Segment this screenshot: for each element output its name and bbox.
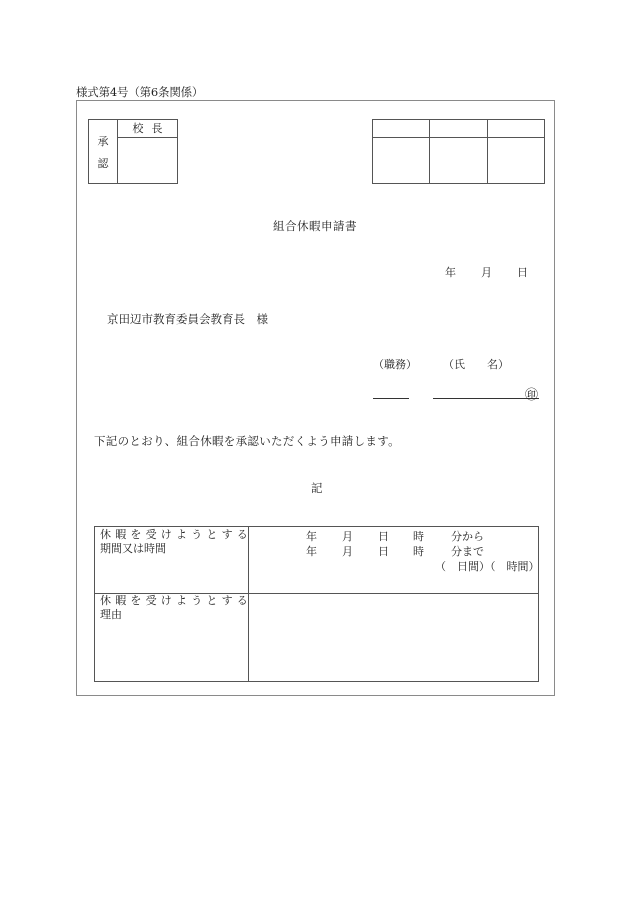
to-day: 日: [378, 545, 389, 558]
to-year: 年: [306, 545, 317, 558]
stamp-header-cell[interactable]: [373, 120, 429, 138]
from-year: 年: [306, 530, 317, 543]
seal-icon: ㊞: [525, 388, 539, 403]
duration-label: （ 日間）（ 時間）: [435, 560, 540, 573]
leave-table: [94, 526, 539, 682]
leave-reason-row: [95, 593, 538, 681]
stamp-header-cell[interactable]: [430, 120, 486, 138]
leave-period-row: [95, 527, 538, 594]
document-title: 組合休暇申請書: [273, 219, 357, 233]
name-line[interactable]: [433, 398, 539, 399]
from-minute: 分から: [451, 530, 484, 543]
to-minute: 分まで: [451, 545, 484, 558]
name-label: （氏 名）: [443, 358, 509, 371]
stamp-cell[interactable]: [488, 138, 544, 183]
leave-period-header-line2: 期間又は時間: [100, 542, 166, 555]
approval-label-char-2: 認: [97, 156, 109, 170]
from-day: 日: [378, 530, 389, 543]
leave-period-header: [95, 527, 252, 593]
stamp-header-cell[interactable]: [488, 120, 544, 138]
leave-reason-header: [95, 593, 252, 681]
to-hour: 時: [413, 545, 424, 558]
date-day-label: 日: [517, 266, 528, 279]
stamp-column: [488, 120, 544, 183]
stamp-cell[interactable]: [373, 138, 429, 183]
from-month: 月: [342, 530, 353, 543]
approval-box: [88, 119, 178, 184]
stamp-column: [373, 120, 430, 183]
stamp-cell[interactable]: [430, 138, 486, 183]
principal-header: 校長: [118, 120, 177, 138]
leave-reason-field[interactable]: [249, 593, 538, 681]
leave-period-header-line1: 休暇を受けようとする: [100, 528, 252, 541]
leave-reason-header-line1: 休暇を受けようとする: [100, 594, 252, 607]
approval-label-char-1: 承: [97, 134, 109, 148]
date-year-label: 年: [445, 266, 456, 279]
approval-label: [89, 120, 118, 183]
date-month-label: 月: [481, 266, 492, 279]
form-number: 様式第4号（第6条関係）: [76, 85, 204, 99]
to-month: 月: [342, 545, 353, 558]
ki-heading: 記: [311, 481, 323, 495]
from-hour: 時: [413, 530, 424, 543]
stamp-column: [430, 120, 487, 183]
request-statement: 下記のとおり、組合休暇を承認いただくよう申請します。: [94, 434, 400, 448]
stamp-table: [372, 119, 545, 184]
position-label: （職務）: [373, 358, 417, 371]
leave-period-field[interactable]: [249, 527, 538, 593]
leave-reason-header-line2: 理由: [100, 608, 122, 621]
addressee: 京田辺市教育委員会教育長 様: [107, 312, 268, 326]
position-line[interactable]: [373, 398, 409, 399]
